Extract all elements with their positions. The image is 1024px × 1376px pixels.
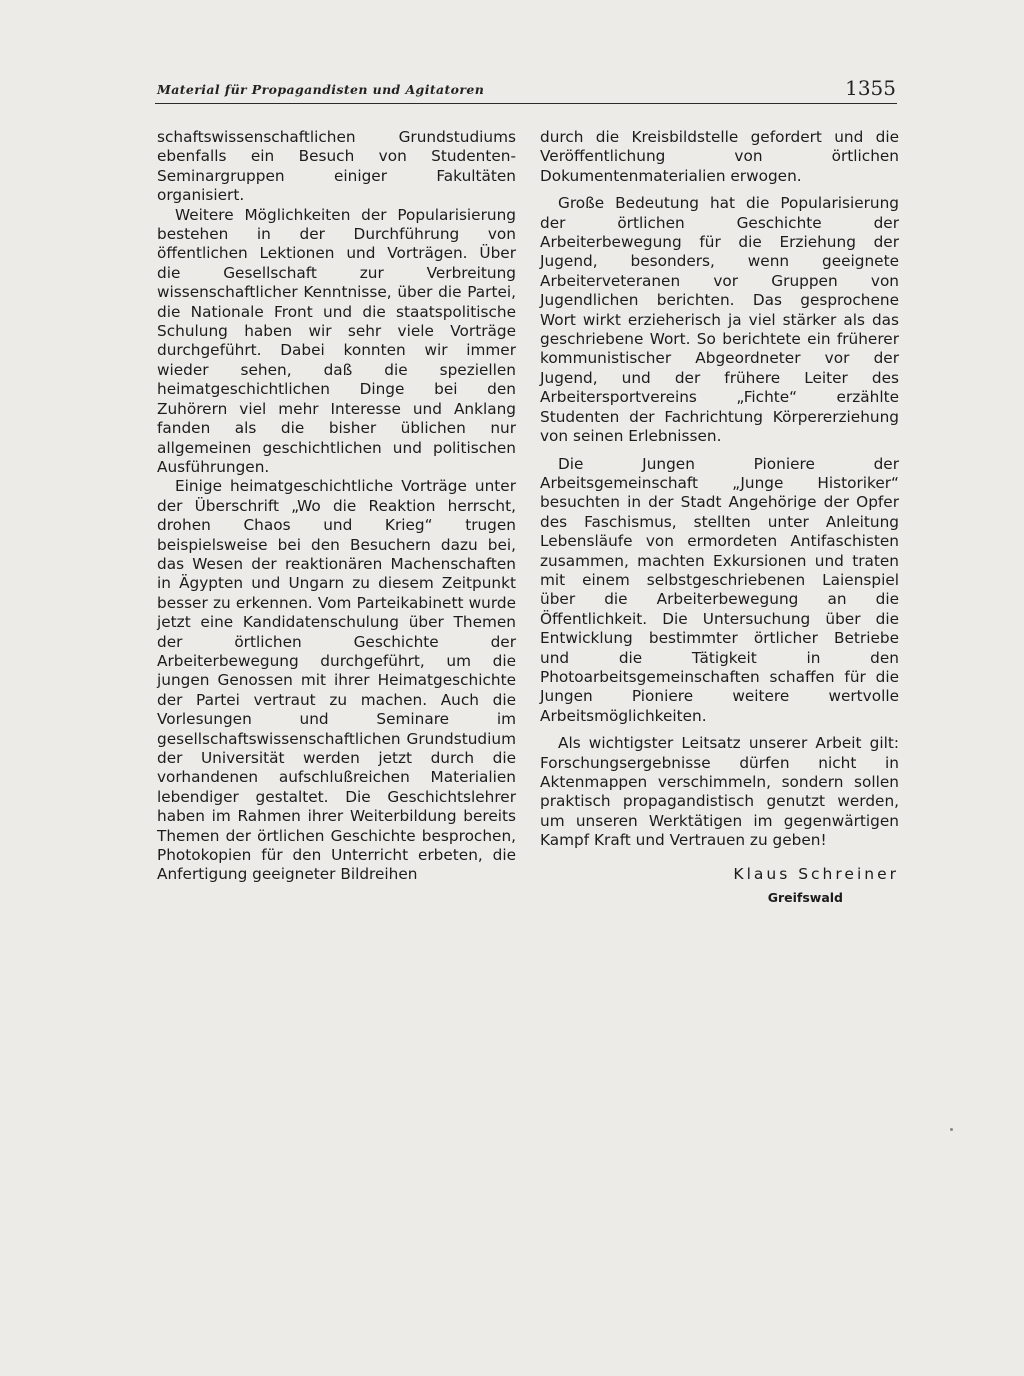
paragraph: Die Jungen Pioniere der Arbeitsgemeinschaft „Junge Historiker“ besuchten in der Stadt Angehörige der Opfer des Faschismus, stellten unter Anleitung Lebensläufe von ermordeten Antifaschisten zusammen, machten Exkursionen und traten mit einem selbstgeschriebenen Laienspiel über die Arbeiterbewegung an die Öffentlichkeit. Die Untersuchung über die Entwicklung bestimmter örtlicher Betriebe und die Tätigkeit in den Photoarbeitsgemeinschaften schaffen für die Jungen Pioniere weitere wertvolle Arbeitsmöglichkeiten. — [540, 454, 899, 725]
paragraph: Als wichtigster Leitsatz unserer Arbeit gilt: Forschungsergebnisse dürfen nicht in Aktenmappen verschimmeln, sondern sollen praktisch propagandistisch genutzt werden, um unseren Werktätigen im gegenwärtigen Kampf Kraft und Vertrauen zu geben! — [540, 734, 899, 850]
running-title: Material für Propagandisten und Agitatoren — [157, 82, 485, 97]
left-column — [157, 128, 516, 885]
paragraph: Große Bedeutung hat die Popularisierung der örtlichen Geschichte der Arbeiterbewegung für die Erziehung der Jugend, besonders, wenn geeignete Arbeiterveteranen vor Gruppen von Jugendlichen berichten. Das gesprochene Wort wirkt erzieherisch ja viel stärker als das geschriebene Wort. So berichtete ein früherer kommunistischer Abgeordneter vor der Jugend, und der frühere Leiter des Arbeitersportvereins „Fichte“ erzählte Studenten der Fachrichtung Körpererziehung von seinen Erlebnissen. — [540, 194, 899, 446]
author-name: Klaus Schreiner — [733, 864, 899, 883]
page-number: 1355 — [845, 76, 896, 100]
signature-block — [540, 865, 899, 908]
paragraph: Weitere Möglichkeiten der Popularisierung bestehen in der Durchführung von öffentlichen Lektionen und Vorträgen. Über die Gesellschaft zur Verbreitung wissenschaftlicher Kenntnisse, über die Partei, die Nationale Front und die staatspolitische Schulung haben wir sehr viele Vorträge durchgeführt. Dabei konnten wir immer wieder sehen, daß die speziellen heimatgeschichtlichen Dinge bei den Zuhörern viel mehr Interesse und Anklang fanden als die bisher üblichen nur allgemeinen geschichtlichen und politischen Ausführungen. — [157, 205, 516, 476]
paragraph-continued: durch die Kreisbildstelle gefordert und die Veröffentlichung von örtlichen Dokumentenmaterialien erwogen. — [540, 128, 899, 185]
paper-speck — [950, 1128, 953, 1131]
header-rule — [155, 103, 897, 104]
paragraph-continued: schaftswissenschaftlichen Grundstudiums ebenfalls ein Besuch von Studenten-Seminargruppen einiger Fakultäten organisiert. — [157, 128, 516, 205]
paragraph: Einige heimatgeschichtliche Vorträge unter der Überschrift „Wo die Reaktion herrscht, drohen Chaos und Krieg“ trugen beispielsweise bei den Besuchern dazu bei, das Wesen der reaktionären Machenschaften in Ägypten und Ungarn zu diesem Zeitpunkt besser zu erkennen. Vom Parteikabinett wurde jetzt eine Kandidatenschulung über Themen der örtlichen Geschichte der Arbeiterbewegung durchgeführt, um die jungen Genossen mit ihrer Heimatgeschichte der Partei vertraut zu machen. Auch die Vorlesungen und Seminare im gesellschaftswissenschaftlichen Grundstudium der Universität werden jetzt durch die vorhandenen aufschlußreichen Materialien lebendiger gestaltet. Die Geschichtslehrer haben im Rahmen ihrer Weiterbildung bereits Themen der örtlichen Geschichte besprochen, Photokopien für den Unterricht erbeten, die Anfertigung geeigneter Bildreihen — [157, 477, 516, 884]
right-column — [540, 128, 899, 907]
author-place: Greifswald — [767, 890, 843, 906]
